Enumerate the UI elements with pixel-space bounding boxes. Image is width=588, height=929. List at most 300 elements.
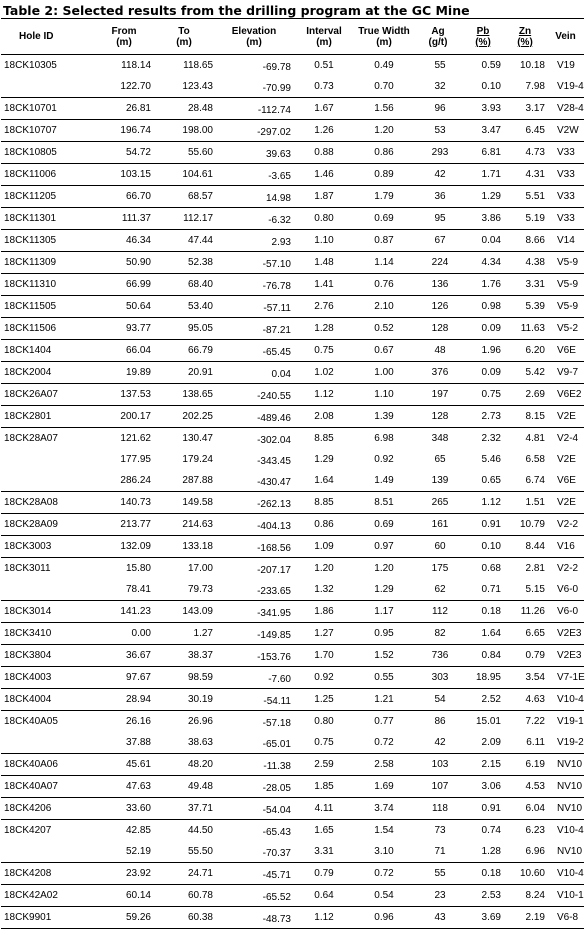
cell-ag: 60 bbox=[434, 540, 446, 552]
cell-pb: 0.65 bbox=[481, 474, 501, 486]
cell-ag: 126 bbox=[431, 300, 449, 312]
cell-interval: 0.86 bbox=[314, 518, 334, 530]
cell-ag: 224 bbox=[431, 256, 449, 268]
cell-zn: 7.98 bbox=[525, 80, 545, 92]
cell-hole-id: 18CK10701 bbox=[4, 102, 57, 114]
cell-hole-id: 18CK11301 bbox=[4, 212, 57, 224]
table-row bbox=[1, 623, 584, 645]
cell-elevation: -7.60 bbox=[268, 674, 291, 685]
cell-to: 38.37 bbox=[187, 649, 213, 661]
cell-hole-id: 18CK4207 bbox=[4, 824, 52, 836]
cell-from: 26.16 bbox=[125, 715, 151, 727]
cell-elevation: -404.13 bbox=[257, 521, 291, 532]
cell-to: 143.09 bbox=[182, 605, 213, 617]
cell-interval: 1.32 bbox=[314, 583, 334, 595]
cell-pb: 3.93 bbox=[481, 102, 501, 114]
cell-from: 15.80 bbox=[125, 562, 151, 574]
cell-elevation: -343.45 bbox=[257, 456, 291, 467]
cell-interval: 2.76 bbox=[314, 300, 334, 312]
cell-interval: 0.51 bbox=[314, 59, 334, 71]
cell-pb: 5.46 bbox=[481, 453, 501, 465]
cell-interval: 1.12 bbox=[293, 907, 355, 929]
cell-hole-id: 18CK26A07 bbox=[4, 388, 58, 400]
cell-elevation: -168.56 bbox=[257, 543, 291, 554]
cell-true-width: 0.96 bbox=[355, 907, 413, 929]
cell-elevation: -240.55 bbox=[257, 391, 291, 402]
cell-zn: 1.51 bbox=[525, 496, 545, 508]
cell-true-width: 1.56 bbox=[374, 102, 394, 114]
cell-vein: V6-0 bbox=[557, 583, 579, 595]
table-header bbox=[1, 19, 584, 55]
cell-elevation: -6.32 bbox=[268, 215, 291, 226]
cell-vein: NV10 bbox=[557, 780, 583, 792]
cell-elevation: -57.18 bbox=[262, 718, 291, 729]
cell-true-width: 1.49 bbox=[374, 474, 394, 486]
cell-from: 66.99 bbox=[125, 278, 151, 290]
cell-from: 286.24 bbox=[120, 474, 151, 486]
cell-ag: 82 bbox=[434, 627, 446, 639]
cell-pb: 2.32 bbox=[481, 432, 501, 444]
cell-pb: 1.96 bbox=[481, 344, 501, 356]
cell-hole-id: 18CK11505 bbox=[4, 300, 57, 312]
cell-zn: 4.38 bbox=[525, 256, 545, 268]
cell-to: 214.63 bbox=[182, 518, 213, 530]
cell-vein: V9-7 bbox=[557, 366, 579, 378]
cell-vein: V2W bbox=[557, 124, 579, 136]
cell-pb: 6.81 bbox=[481, 146, 501, 158]
cell-pb: 0.84 bbox=[481, 649, 501, 661]
cell-from: 78.41 bbox=[125, 583, 151, 595]
cell-vein: V5-2 bbox=[557, 322, 579, 334]
cell-interval: 1.64 bbox=[314, 474, 334, 486]
cell-true-width: 0.77 bbox=[374, 715, 394, 727]
cell-elevation: -70.99 bbox=[262, 83, 291, 94]
cell-hole-id bbox=[1, 470, 95, 492]
cell-ag: 175 bbox=[431, 562, 449, 574]
cell-pb: 0.18 bbox=[481, 867, 501, 879]
cell-zn: 7.22 bbox=[525, 715, 545, 727]
cell-elevation: -65.52 bbox=[262, 892, 291, 903]
cell-from: 23.92 bbox=[125, 867, 151, 879]
cell-zn: 6.96 bbox=[525, 845, 545, 857]
cell-pb: 0.75 bbox=[481, 388, 501, 400]
cell-pb: 0.10 bbox=[481, 80, 501, 92]
cell-true-width: 1.79 bbox=[374, 190, 394, 202]
cell-pb: 0.09 bbox=[481, 322, 501, 334]
table-row bbox=[1, 536, 584, 558]
cell-pb: 1.28 bbox=[481, 845, 501, 857]
cell-hole-id: 18CK9901 bbox=[1, 907, 95, 929]
cell-vein: V6-0 bbox=[557, 605, 579, 617]
cell-ag: 136 bbox=[431, 278, 449, 290]
cell-elevation: -262.13 bbox=[257, 499, 291, 510]
cell-to: 48.20 bbox=[187, 758, 213, 770]
cell-from: 33.60 bbox=[125, 802, 151, 814]
cell-to: 47.44 bbox=[187, 234, 213, 246]
cell-pb: 0.74 bbox=[481, 824, 501, 836]
cell-pb: 0.18 bbox=[481, 605, 501, 617]
cell-zn: 6.74 bbox=[525, 474, 545, 486]
cell-zn: 6.11 bbox=[526, 736, 545, 748]
table-row bbox=[1, 384, 584, 406]
cell-zn: 11.26 bbox=[520, 605, 545, 617]
table-row bbox=[1, 863, 584, 885]
cell-to: 1.27 bbox=[193, 627, 213, 639]
cell-ag: 103 bbox=[431, 758, 449, 770]
cell-interval: 2.59 bbox=[314, 758, 334, 770]
cell-to: 68.40 bbox=[187, 278, 213, 290]
cell-vein: NV10 bbox=[557, 758, 583, 770]
cell-true-width: 2.10 bbox=[374, 300, 394, 312]
cell-interval: 3.31 bbox=[314, 845, 334, 857]
cell-pb: 2.15 bbox=[481, 758, 501, 770]
cell-to: 55.60 bbox=[187, 146, 213, 158]
cell-to: 130.47 bbox=[182, 432, 213, 444]
cell-vein: V28-4 bbox=[557, 102, 584, 114]
cell-vein: NV10 bbox=[557, 845, 583, 857]
cell-pb: 2.53 bbox=[481, 889, 501, 901]
table-caption: Table 2: Selected results from the drilling program at the GC Mine bbox=[3, 3, 470, 18]
table-row bbox=[1, 470, 584, 492]
cell-interval: 0.79 bbox=[314, 867, 334, 879]
table-row bbox=[1, 492, 584, 514]
cell-pb: 2.73 bbox=[481, 410, 501, 422]
cell-to: 37.71 bbox=[187, 802, 213, 814]
cell-interval: 1.67 bbox=[314, 102, 334, 114]
cell-from: 200.17 bbox=[120, 410, 151, 422]
cell-zn: 6.04 bbox=[525, 802, 545, 814]
cell-from: 46.34 bbox=[125, 234, 151, 246]
cell-ag: 303 bbox=[431, 671, 449, 683]
cell-hole-id: 18CK10707 bbox=[4, 124, 57, 136]
cell-to: 287.88 bbox=[182, 474, 213, 486]
table-row bbox=[1, 120, 584, 142]
cell-true-width: 0.76 bbox=[374, 278, 394, 290]
cell-true-width: 0.87 bbox=[374, 234, 394, 246]
cell-true-width: 0.69 bbox=[374, 212, 394, 224]
cell-elevation: 39.63 bbox=[265, 149, 291, 160]
cell-ag: 348 bbox=[431, 432, 449, 444]
cell-vein: V2E bbox=[557, 410, 576, 422]
cell-elevation: -430.47 bbox=[257, 477, 291, 488]
header-hole-id: Hole ID bbox=[1, 19, 95, 55]
cell-true-width: 1.00 bbox=[374, 366, 394, 378]
cell-vein: V33 bbox=[557, 146, 575, 158]
cell-zn: 6.58 bbox=[525, 453, 545, 465]
cell-ag: 53 bbox=[434, 124, 446, 136]
cell-ag: 54 bbox=[434, 693, 446, 705]
cell-elevation: -70.37 bbox=[262, 848, 291, 859]
cell-ag: 71 bbox=[434, 845, 446, 857]
cell-vein: V2-2 bbox=[557, 518, 579, 530]
cell-pb: 4.34 bbox=[481, 256, 501, 268]
cell-hole-id: 18CK3804 bbox=[4, 649, 52, 661]
cell-to: 55.50 bbox=[187, 845, 213, 857]
cell-ag: 95 bbox=[434, 212, 446, 224]
cell-true-width: 6.98 bbox=[374, 432, 394, 444]
cell-true-width: 1.69 bbox=[374, 780, 394, 792]
cell-zn: 2.19 bbox=[503, 907, 547, 929]
cell-pb: 3.06 bbox=[481, 780, 501, 792]
cell-pb: 0.10 bbox=[481, 540, 501, 552]
cell-zn: 3.31 bbox=[525, 278, 545, 290]
cell-hole-id: 18CK10305 bbox=[4, 59, 57, 71]
cell-to: 52.38 bbox=[187, 256, 213, 268]
cell-to: 38.63 bbox=[187, 736, 213, 748]
cell-to: 95.05 bbox=[187, 322, 213, 334]
cell-true-width: 2.58 bbox=[374, 758, 394, 770]
cell-elevation: -233.65 bbox=[257, 586, 291, 597]
cell-vein: V19 bbox=[557, 59, 575, 71]
cell-hole-id: 18CK40A07 bbox=[4, 780, 58, 792]
cell-interval: 0.75 bbox=[314, 344, 334, 356]
cell-pb: 2.09 bbox=[481, 736, 501, 748]
cell-true-width: 0.86 bbox=[374, 146, 394, 158]
cell-from: 28.94 bbox=[125, 693, 151, 705]
cell-ag: 36 bbox=[434, 190, 446, 202]
cell-ag: 118 bbox=[432, 802, 448, 814]
cell-zn: 8.66 bbox=[525, 234, 545, 246]
cell-zn: 6.23 bbox=[525, 824, 545, 836]
cell-elevation: -341.95 bbox=[257, 608, 291, 619]
cell-true-width: 0.95 bbox=[374, 627, 394, 639]
cell-ag: 197 bbox=[431, 388, 449, 400]
cell-to: 179.24 bbox=[182, 453, 213, 465]
cell-zn: 8.24 bbox=[525, 889, 545, 901]
cell-from: 45.61 bbox=[125, 758, 151, 770]
cell-interval: 0.73 bbox=[314, 80, 334, 92]
cell-pb: 1.64 bbox=[481, 627, 501, 639]
cell-interval: 1.48 bbox=[314, 256, 334, 268]
table-row bbox=[1, 76, 584, 98]
header-pb: Pb (%) bbox=[463, 19, 503, 55]
cell-true-width: 1.21 bbox=[374, 693, 394, 705]
table-row bbox=[1, 776, 584, 798]
cell-ag: 55 bbox=[434, 59, 446, 71]
cell-vein: V2-4 bbox=[557, 432, 579, 444]
cell-interval: 1.25 bbox=[314, 693, 334, 705]
cell-interval: 1.87 bbox=[314, 190, 334, 202]
cell-elevation: -45.71 bbox=[262, 870, 291, 881]
table-row bbox=[1, 98, 584, 120]
cell-vein: V33 bbox=[557, 168, 575, 180]
table-row bbox=[1, 186, 584, 208]
cell-interval: 1.85 bbox=[314, 780, 334, 792]
cell-interval: 1.86 bbox=[314, 605, 334, 617]
cell-vein: V2E bbox=[557, 453, 576, 465]
cell-from: 177.95 bbox=[120, 453, 151, 465]
table-row bbox=[1, 340, 584, 362]
cell-pb: 1.71 bbox=[481, 168, 501, 180]
cell-ag: 32 bbox=[434, 80, 446, 92]
cell-to: 98.59 bbox=[187, 671, 213, 683]
cell-zn: 8.15 bbox=[525, 410, 545, 422]
cell-interval: 0.80 bbox=[314, 212, 334, 224]
cell-vein: V10-4 bbox=[557, 824, 584, 836]
cell-hole-id: 18CK28A09 bbox=[4, 518, 58, 530]
cell-elevation: -87.21 bbox=[262, 325, 291, 336]
cell-elevation: -69.78 bbox=[262, 62, 291, 73]
cell-vein: V2E3 bbox=[557, 649, 582, 661]
cell-vein: V2E3 bbox=[557, 627, 582, 639]
cell-ag: 42 bbox=[434, 736, 446, 748]
cell-from: 118.14 bbox=[121, 59, 151, 71]
cell-ag: 112 bbox=[432, 605, 448, 617]
cell-pb: 1.12 bbox=[481, 496, 501, 508]
cell-true-width: 0.55 bbox=[374, 671, 394, 683]
cell-hole-id: 18CK10805 bbox=[4, 146, 57, 158]
cell-vein: V6-8 bbox=[547, 907, 584, 929]
cell-hole-id: 18CK4206 bbox=[4, 802, 52, 814]
cell-from: 132.09 bbox=[120, 540, 151, 552]
cell-zn: 4.81 bbox=[525, 432, 545, 444]
cell-from: 19.89 bbox=[125, 366, 151, 378]
cell-true-width: 3.74 bbox=[374, 802, 394, 814]
cell-from: 59.26 bbox=[95, 907, 153, 929]
cell-to: 66.79 bbox=[187, 344, 213, 356]
table-body bbox=[1, 55, 584, 929]
cell-hole-id: 18CK3410 bbox=[4, 627, 52, 639]
cell-hole-id: 18CK40A05 bbox=[4, 715, 58, 727]
cell-from: 141.23 bbox=[120, 605, 151, 617]
cell-to: 198.00 bbox=[182, 124, 213, 136]
cell-ag: 73 bbox=[434, 824, 446, 836]
cell-elevation: -489.46 bbox=[257, 413, 291, 424]
cell-hole-id: 18CK1404 bbox=[4, 344, 52, 356]
cell-zn: 5.39 bbox=[525, 300, 545, 312]
cell-zn: 4.53 bbox=[525, 780, 545, 792]
cell-vein: V33 bbox=[557, 212, 575, 224]
cell-vein: V19-2 bbox=[557, 736, 584, 748]
cell-zn: 10.60 bbox=[519, 867, 545, 879]
cell-interval: 0.75 bbox=[314, 736, 334, 748]
cell-to: 79.73 bbox=[187, 583, 213, 595]
table-row bbox=[1, 55, 584, 77]
cell-to: 30.19 bbox=[187, 693, 213, 705]
cell-interval: 1.12 bbox=[314, 388, 334, 400]
cell-elevation: -57.11 bbox=[263, 303, 291, 314]
cell-elevation: -57.10 bbox=[262, 259, 291, 270]
cell-zn: 4.73 bbox=[525, 146, 545, 158]
table-row bbox=[1, 252, 584, 274]
cell-elevation: -54.11 bbox=[263, 696, 291, 707]
cell-to: 123.43 bbox=[182, 80, 213, 92]
cell-from: 93.77 bbox=[125, 322, 151, 334]
cell-vein: V14 bbox=[557, 234, 575, 246]
cell-vein: V5-9 bbox=[557, 278, 579, 290]
cell-from: 111.37 bbox=[121, 212, 151, 224]
cell-pb: 0.09 bbox=[481, 366, 501, 378]
cell-true-width: 0.97 bbox=[374, 540, 394, 552]
cell-zn: 0.79 bbox=[525, 649, 545, 661]
cell-zn: 2.81 bbox=[525, 562, 545, 574]
cell-to: 26.96 bbox=[187, 715, 213, 727]
table-row bbox=[1, 296, 584, 318]
cell-interval: 1.41 bbox=[314, 278, 334, 290]
cell-zn: 6.65 bbox=[525, 627, 545, 639]
table-row bbox=[1, 711, 584, 733]
cell-to: 60.38 bbox=[153, 907, 215, 929]
cell-vein: V19-4 bbox=[557, 80, 584, 92]
cell-true-width: 1.54 bbox=[374, 824, 394, 836]
cell-pb: 2.52 bbox=[481, 693, 501, 705]
cell-interval: 2.08 bbox=[314, 410, 334, 422]
cell-to: 149.58 bbox=[182, 496, 213, 508]
cell-true-width: 0.89 bbox=[374, 168, 394, 180]
cell-vein: V7-1E bbox=[557, 671, 585, 683]
table-row bbox=[1, 841, 584, 863]
cell-vein: V10-4 bbox=[557, 693, 584, 705]
cell-ag: 65 bbox=[434, 453, 446, 465]
cell-true-width: 1.10 bbox=[374, 388, 394, 400]
cell-pb: 0.91 bbox=[481, 518, 501, 530]
cell-to: 104.61 bbox=[182, 168, 213, 180]
cell-from: 50.64 bbox=[125, 300, 151, 312]
cell-ag: 736 bbox=[431, 649, 449, 661]
cell-to: 60.78 bbox=[187, 889, 213, 901]
cell-vein: V6E2 bbox=[557, 388, 582, 400]
cell-to: 28.48 bbox=[187, 102, 213, 114]
cell-hole-id: 18CK11309 bbox=[4, 256, 57, 268]
cell-vein: V6E bbox=[557, 344, 576, 356]
cell-true-width: 1.39 bbox=[374, 410, 394, 422]
cell-to: 118.65 bbox=[183, 59, 213, 71]
cell-interval: 0.88 bbox=[314, 146, 334, 158]
cell-elevation: -65.45 bbox=[262, 347, 291, 358]
cell-true-width: 0.72 bbox=[374, 867, 394, 879]
cell-true-width: 1.20 bbox=[374, 562, 394, 574]
table-row bbox=[1, 142, 584, 164]
cell-elevation: -76.78 bbox=[262, 281, 291, 292]
cell-from: 37.88 bbox=[125, 736, 151, 748]
cell-from: 196.74 bbox=[120, 124, 151, 136]
cell-true-width: 0.52 bbox=[374, 322, 394, 334]
cell-pb: 3.86 bbox=[481, 212, 501, 224]
cell-pb: 1.76 bbox=[481, 278, 501, 290]
cell-ag: 293 bbox=[431, 146, 449, 158]
cell-from: 36.67 bbox=[125, 649, 151, 661]
cell-zn: 5.15 bbox=[525, 583, 545, 595]
cell-to: 44.50 bbox=[187, 824, 213, 836]
cell-hole-id bbox=[1, 76, 95, 98]
cell-ag: 86 bbox=[434, 715, 446, 727]
cell-vein: V6E bbox=[557, 474, 576, 486]
cell-to: 49.48 bbox=[187, 780, 213, 792]
cell-ag: 139 bbox=[431, 474, 449, 486]
cell-pb: 0.98 bbox=[481, 300, 501, 312]
cell-vein: V19-1 bbox=[557, 715, 584, 727]
cell-elevation: -149.85 bbox=[257, 630, 291, 641]
cell-to: 133.18 bbox=[182, 540, 213, 552]
cell-vein: V2-2 bbox=[557, 562, 579, 574]
header-ag: Ag (g/t) bbox=[413, 19, 463, 55]
cell-true-width: 1.52 bbox=[374, 649, 394, 661]
table-row bbox=[1, 318, 584, 340]
cell-vein: V33 bbox=[557, 190, 575, 202]
cell-from: 42.85 bbox=[125, 824, 151, 836]
cell-to: 202.25 bbox=[182, 410, 213, 422]
cell-true-width: 0.54 bbox=[374, 889, 394, 901]
cell-hole-id: 18CK11006 bbox=[4, 168, 57, 180]
cell-interval: 4.11 bbox=[314, 802, 334, 814]
cell-zn: 8.44 bbox=[525, 540, 545, 552]
cell-hole-id: 18CK11305 bbox=[4, 234, 57, 246]
cell-from: 52.19 bbox=[125, 845, 151, 857]
cell-to: 68.57 bbox=[187, 190, 213, 202]
cell-hole-id: 18CK3011 bbox=[4, 562, 51, 574]
cell-to: 24.71 bbox=[187, 867, 213, 879]
cell-pb: 0.68 bbox=[481, 562, 501, 574]
